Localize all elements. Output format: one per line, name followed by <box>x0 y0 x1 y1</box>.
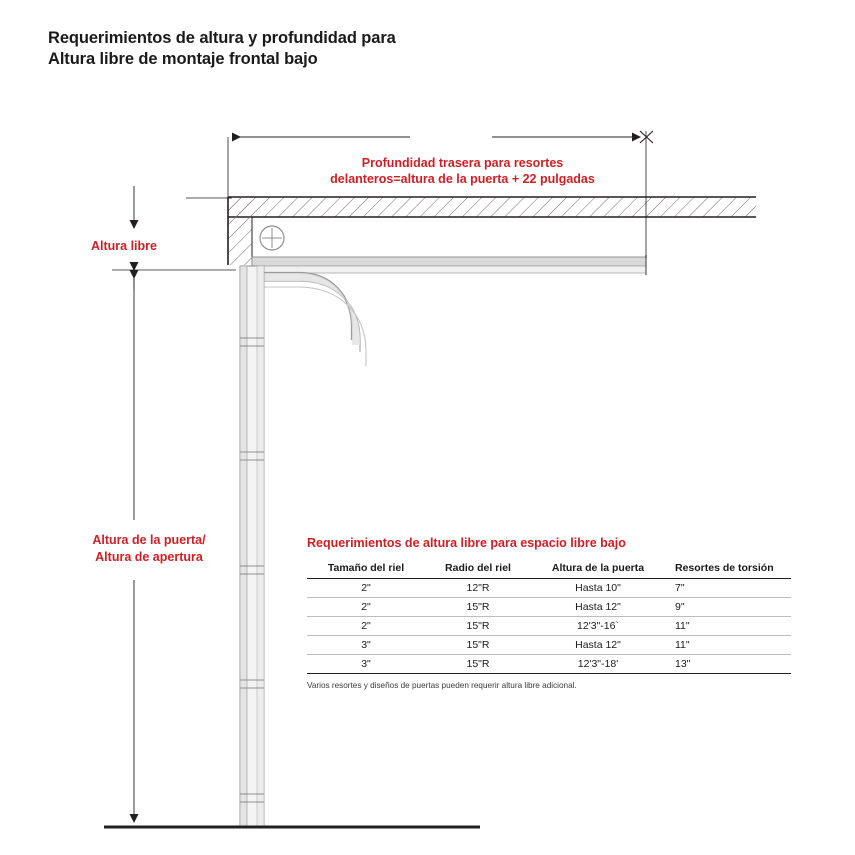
table-row <box>307 655 791 674</box>
table-cell: 11" <box>665 617 791 636</box>
table-cell: 12"R <box>425 579 531 598</box>
table-cell: Hasta 12" <box>531 636 665 655</box>
table-cell: 2" <box>307 617 425 636</box>
table-header-cell: Resortes de torsión <box>665 559 791 579</box>
table-row <box>307 579 791 598</box>
backroom-depth-dimension <box>228 131 653 258</box>
page-title-line-2: Altura libre de montaje frontal bajo <box>48 50 318 68</box>
curved-track-radius <box>252 273 366 366</box>
table-cell: 3" <box>307 655 425 674</box>
torsion-shaft-symbol <box>260 226 284 250</box>
table-row <box>307 636 791 655</box>
table-cell: 15"R <box>425 636 531 655</box>
table-cell: 12'3"-18' <box>531 655 665 674</box>
table-row <box>307 598 791 617</box>
table-cell: 9" <box>665 598 791 617</box>
ceiling-structure <box>228 197 756 217</box>
backroom-depth-note <box>290 155 635 187</box>
table-cell: 2" <box>307 579 425 598</box>
table-header-cell: Tamaño del riel <box>307 559 425 579</box>
table-row <box>307 617 791 636</box>
table-cell: 13" <box>665 655 791 674</box>
backroom-depth-note-line-1: Profundidad trasera para resortes <box>361 156 564 170</box>
table-cell: 12'3"-16` <box>531 617 665 636</box>
backroom-depth-note-line-2: delanteros=altura de la puerta + 22 pulgadas <box>330 172 595 186</box>
door-height-label-line-1: Altura de la puerta/ <box>92 533 206 547</box>
table-header-cell: Radio del riel <box>425 559 531 579</box>
table-cell: 15"R <box>425 598 531 617</box>
table-title: Requerimientos de altura libre para espacio libre bajo <box>307 536 626 550</box>
headroom-label: Altura libre <box>91 239 157 253</box>
table-cell: 2" <box>307 598 425 617</box>
table-cell: 15"R <box>425 655 531 674</box>
door-height-label-line-2: Altura de apertura <box>95 550 203 564</box>
page-title-line-1: Requerimientos de altura y profundidad para <box>48 29 396 47</box>
table-header-row <box>307 559 791 579</box>
table-cell: Hasta 12" <box>531 598 665 617</box>
table-cell: 3" <box>307 636 425 655</box>
wall-jamb <box>228 197 252 265</box>
door-panel-stack <box>240 266 264 826</box>
table-cell: 15"R <box>425 617 531 636</box>
door-height-label <box>64 532 234 566</box>
table-cell: Hasta 10" <box>531 579 665 598</box>
table-footnote: Varios resortes y diseños de puertas pueden requerir altura libre adicional. <box>307 681 577 690</box>
table-cell: 7" <box>665 579 791 598</box>
horizontal-track <box>252 255 646 275</box>
table-cell: 11" <box>665 636 791 655</box>
headroom-spec-table-block <box>307 536 794 690</box>
headroom-spec-table <box>307 559 791 674</box>
table-header-cell: Altura de la puerta <box>531 559 665 579</box>
